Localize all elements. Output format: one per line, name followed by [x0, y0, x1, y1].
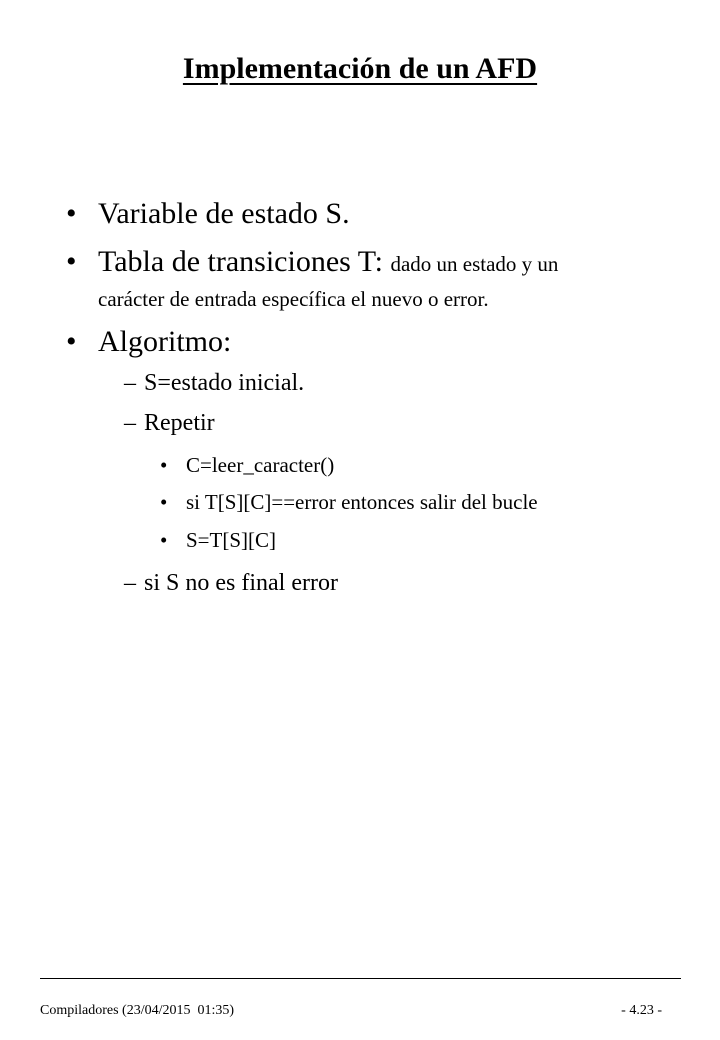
- loop-text: si T[S][C]==error entonces salir del bucle: [186, 490, 538, 514]
- slide-title: Implementación de un AFD: [182, 52, 538, 85]
- bullet-text: Tabla de transiciones T:: [98, 245, 383, 278]
- bullet-marker: •: [160, 453, 168, 477]
- dash-marker: –: [124, 410, 136, 436]
- bullet-text: Variable de estado S.: [98, 197, 350, 230]
- dash-marker: –: [124, 370, 136, 396]
- bullet-detail: dado un estado y un: [390, 252, 559, 276]
- loop-text: S=T[S][C]: [186, 528, 277, 552]
- bullet-marker: •: [66, 245, 77, 278]
- footer-course-date: Compiladores (23/04/2015 01:35): [40, 1003, 235, 1018]
- bullet-detail-continuation: carácter de entrada específica el nuevo o error.: [98, 287, 489, 311]
- step-text: S=estado inicial.: [144, 370, 305, 396]
- dash-marker: –: [124, 570, 136, 596]
- bullet-marker: •: [66, 325, 77, 358]
- step-text: Repetir: [144, 410, 215, 436]
- loop-text: C=leer_caracter(): [186, 453, 335, 477]
- bullet-marker: •: [160, 528, 168, 552]
- bullet-marker: •: [160, 490, 168, 514]
- footer-divider: [40, 978, 681, 979]
- bullet-text-block: [98, 246, 698, 314]
- step-text: si S no es final error: [144, 570, 338, 596]
- bullet-text: Algoritmo:: [98, 325, 232, 358]
- bullet-marker: •: [66, 197, 77, 230]
- footer-page-number: - 4.23 -: [621, 1003, 662, 1018]
